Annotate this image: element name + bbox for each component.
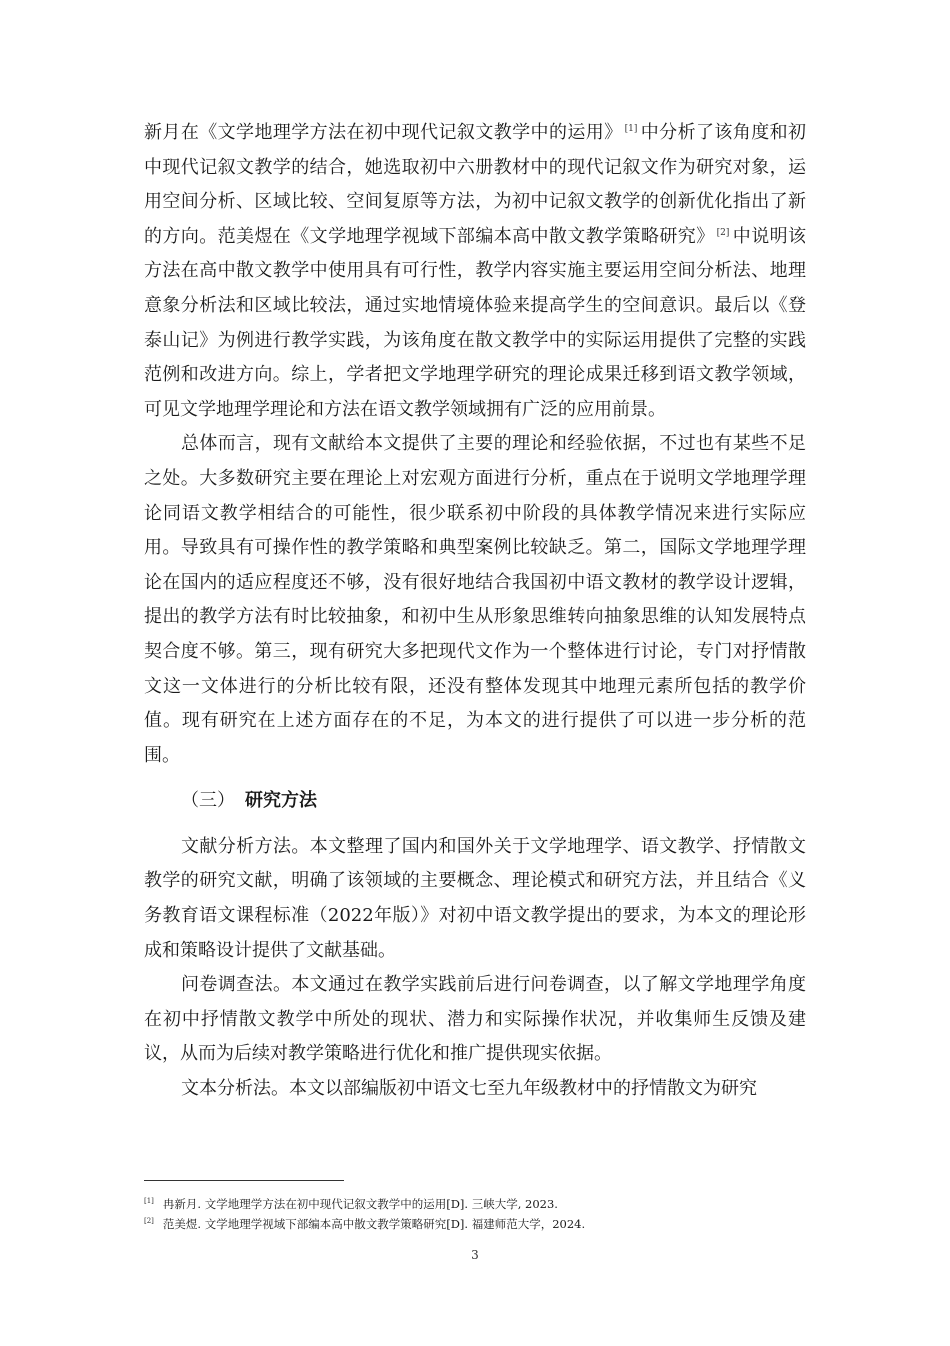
footnote-text-2: 范美煜. 文学地理学视域下部编本高中散文教学策略研究[D]. 福建师范大学，2024. bbox=[162, 1217, 586, 1231]
footnote-text-1: 冉新月. 文学地理学方法在初中现代记叙文教学中的运用[D]. 三峡大学, 2023. bbox=[162, 1197, 558, 1211]
citation-marker-2[interactable]: [2] bbox=[716, 227, 730, 238]
body-text bbox=[144, 116, 806, 1107]
footnote-2 bbox=[144, 1214, 806, 1234]
section-heading bbox=[181, 784, 806, 819]
section-number: （三） bbox=[181, 790, 235, 812]
paragraph-literature-review bbox=[144, 116, 806, 427]
paragraph-method-text-analysis: 文本分析法。本文以部编版初中语文七至九年级教材中的抒情散文为研究 bbox=[181, 1078, 757, 1100]
footnotes bbox=[144, 1194, 806, 1234]
page-number: 3 bbox=[471, 1248, 479, 1262]
p1-seg-0: 新月在《文学地理学方法在初中现代记叙文教学中的运用》 bbox=[144, 122, 623, 143]
p2-seg-0: 总体而言，现有文献给本文提供了主要的理论和经验依据，不过也有某些不足之处。大多数研究主要在理论上对宏观方面进行分析，重点在于说明文学地理学理论同语文教学相结合的可能性，很少联系初中阶段的具体教学情况来进行实际应用。导致具有可操作性的教学策略和典型案例比较缺乏。第二，国际文学地理学理论在国内的适应程度还不够，没有很好地结合我国初中语文教材的教学设计逻辑，提出的教学方法有时比较抽象，和初中生从形象思维转向抽象思维的认知发展特点契合度不够。第三，现有研究大多把现代文作为一个整体进行讨论，专门对抒情散文这一文体进行的分析比较有限，还没有整体发现其中地理元素所包括的教学价值。现有研究在上述方面存在的不足，为本文的进行提供了可以进一步分析的范围。 bbox=[144, 433, 806, 766]
paragraph-method-literature: 文献分析方法。本文整理了国内和国外关于文学地理学、语文教学、抒情散文教学的研究文献，明确了该领域的主要概念、理论模式和研究方法，并且结合《义务教育语文课程标准（2022年版）》对初中语文教学提出的要求，为本文的理论形成和策略设计提供了文献基础。 bbox=[144, 835, 806, 961]
paragraph-summary bbox=[144, 427, 806, 773]
p1-seg-4: 中说明该方法在高中散文教学中使用具有可行性，教学内容实施主要运用空间分析法、地理意象分析法和区域比较法，通过实地情境体验来提高学生的空间意识。最后以《登泰山记》为例进行教学实践，为该角度在散文教学中的实际运用提供了完整的实践范例和改进方向。综上，学者把文学地理学研究的理论成果迁移到语文教学领域，可见文学地理学理论和方法在语文教学领域拥有广泛的应用前景。 bbox=[144, 225, 807, 420]
p1-seg-2: 中分析了该角度和初中现代记叙文教学的结合，她选取初中六册教材中的现代记叙文作为研究对象，运用空间分析、区域比较、空间复原等方法，为初中记叙文教学的创新优化指出了新的方向。范美煜在《文学地理学视域下部编本高中散文教学策略研究》 bbox=[144, 122, 807, 247]
citation-marker-1[interactable]: [1] bbox=[624, 124, 638, 134]
footnote-mark-2: [2] bbox=[144, 1217, 154, 1226]
footnote-separator bbox=[144, 1180, 344, 1181]
section-title: 研究方法 bbox=[245, 790, 317, 812]
paragraph-method-questionnaire: 问卷调查法。本文通过在教学实践前后进行问卷调查，以了解文学地理学角度在初中抒情散文教学中所处的现状、潜力和实际操作状况，并收集师生反馈及建议，从而为后续对教学策略进行优化和推广提供现实依据。 bbox=[144, 974, 806, 1065]
footnote-mark-1: [1] bbox=[144, 1197, 154, 1206]
footnote-1 bbox=[144, 1194, 806, 1214]
